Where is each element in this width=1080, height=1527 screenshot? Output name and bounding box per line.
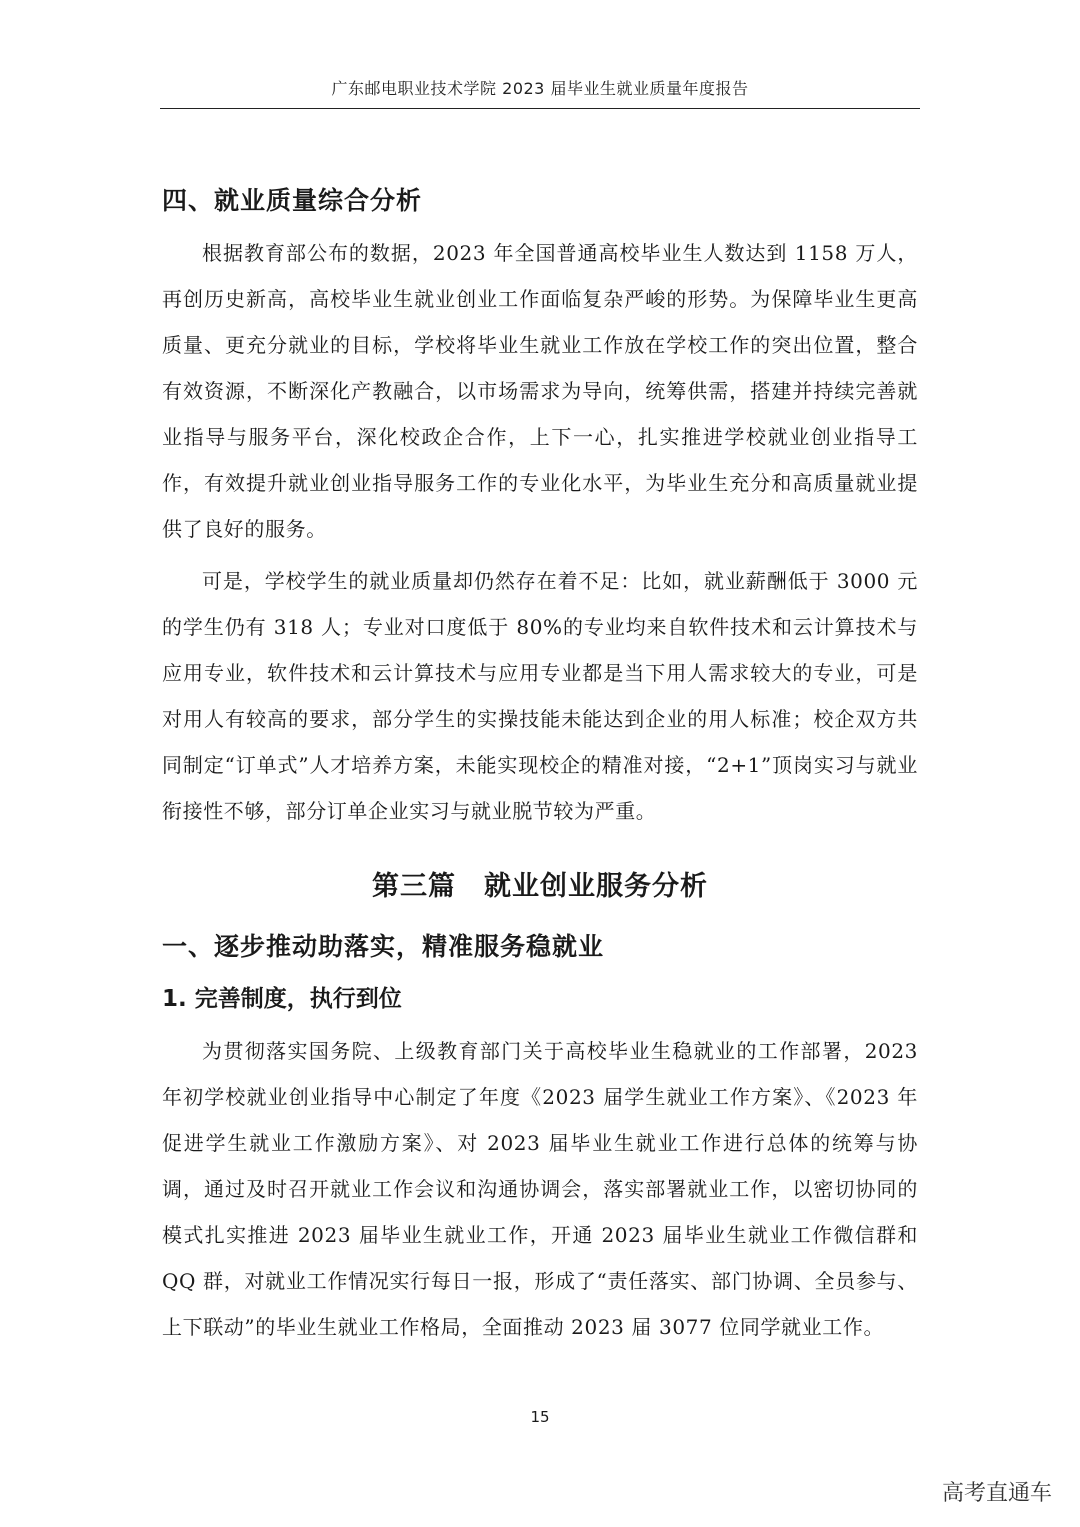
header-rule (160, 108, 920, 109)
part-heading-three: 第三篇 就业创业服务分析 (372, 871, 708, 902)
section-heading-quality-analysis: 四、就业质量综合分析 (162, 186, 423, 215)
paragraph-quality-2: 可是，学校学生的就业质量却仍然存在着不足：比如，就业薪酬低于 3000 元的学生仍有 318 人；专业对口度低于 80%的专业均来自软件技术和云计算技术与应用专业，软件技术和云计算技术与应用专业都是当下用人需求较大的专业，可是对用人有较高的要求，部分学生的实操技能未能达到企业的用人标准；校企双方共同制定“订单式”人才培养方案，未能实现校企的精准对接，“2+1”顶岗实习与就业衔接性不够，部分订单企业实习与就业脱节较为严重。 (162, 569, 918, 823)
page-content (162, 178, 918, 1350)
section-heading-service-one: 一、逐步推动助落实，精准服务稳就业 (162, 932, 605, 961)
paragraph-service-1: 为贯彻落实国务院、上级教育部门关于高校毕业生稳就业的工作部署，2023 年初学校就业创业指导中心制定了年度《2023 届学生就业工作方案》、《2023 年促进学生就业工作激励方案》、对 2023 届毕业生就业工作进行总体的统筹与协调，通过及时召开就业工作会议和沟通协调会，落实部署就业工作，以密切协同的模式扎实推进 2023 届毕业生就业工作，开通 2023 届毕业生就业工作微信群和 QQ 群，对就业工作情况实行每日一报，形成了“责任落实、部门协调、全员参与、上下联动”的毕业生就业工作格局，全面推动 2023 届 3077 位同学就业工作。 (162, 1039, 918, 1339)
watermark-text: 高考直通车 (941, 1481, 1052, 1506)
paragraph-quality-1: 根据教育部公布的数据，2023 年全国普通高校毕业生人数达到 1158 万人，再创历史新高，高校毕业生就业创业工作面临复杂严峻的形势。为保障毕业生更高质量、更充分就业的目标，学校将毕业生就业工作放在学校工作的突出位置，整合有效资源，不断深化产教融合，以市场需求为导向，统筹供需，搭建并持续完善就业指导与服务平台，深化校政企合作，上下一心，扎实推进学校就业创业指导工作，有效提升就业创业指导服务工作的专业化水平，为毕业生充分和高质量就业提供了良好的服务。 (162, 241, 918, 541)
page-number: 15 (530, 1408, 550, 1426)
subsection-heading-1: 1. 完善制度，执行到位 (162, 986, 402, 1012)
running-header: 广东邮电职业技术学院 2023 届毕业生就业质量年度报告 (331, 79, 749, 98)
